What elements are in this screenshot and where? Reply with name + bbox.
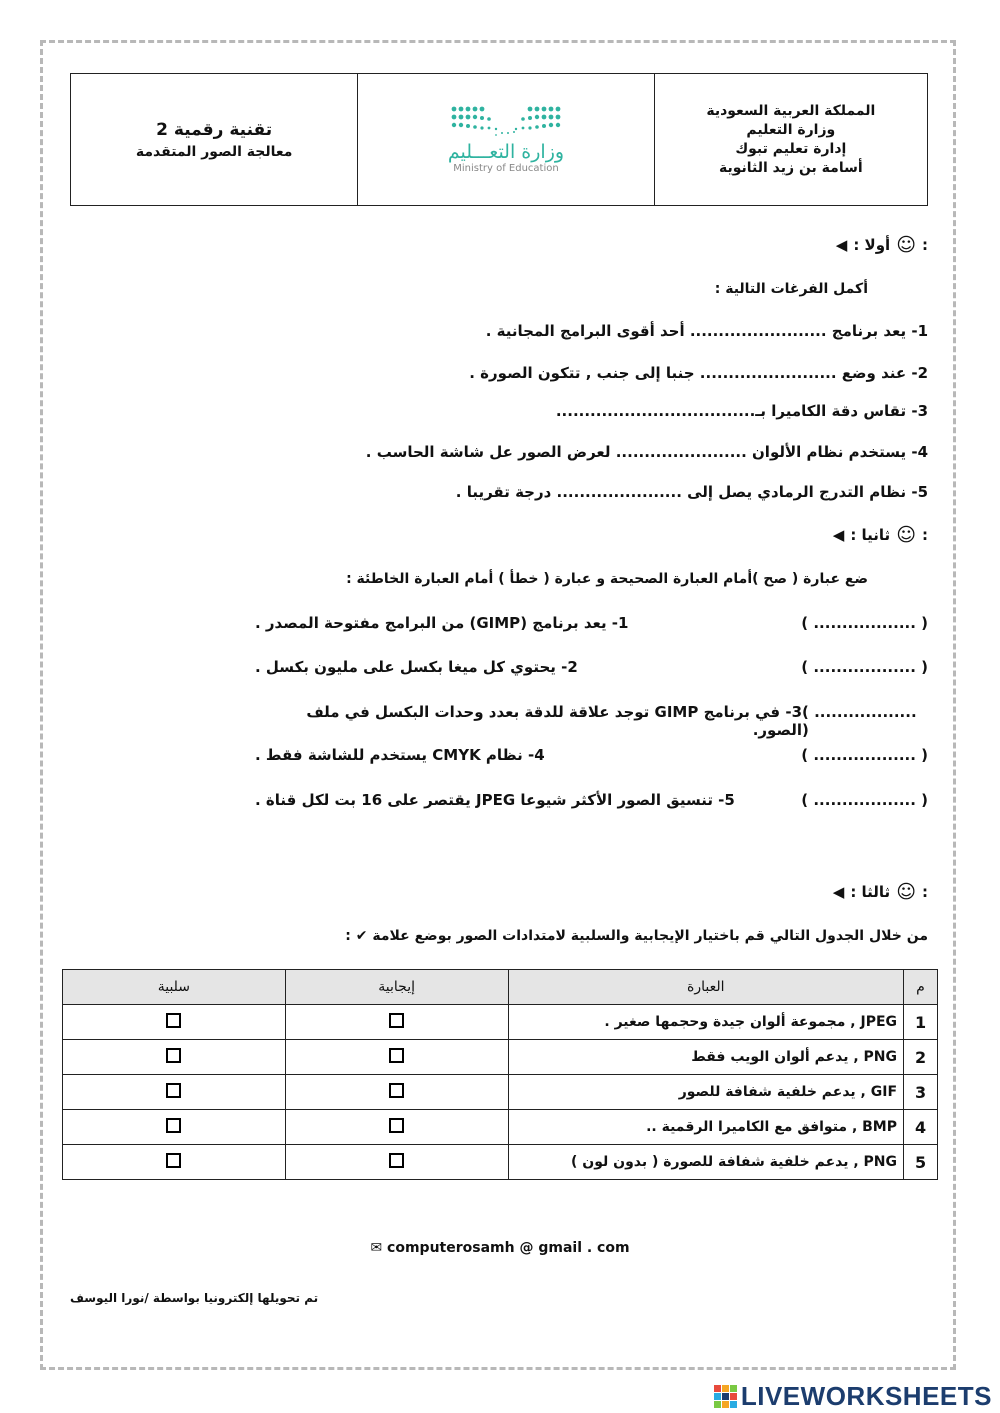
smiley-icon: ☺: [896, 881, 916, 903]
positive-cell: [285, 1005, 508, 1040]
fill-item-5: 5- نظام التدرج الرمادي يصل إلى ...................... درجة تقريبا .: [455, 483, 928, 501]
section2-title: ثانيا :: [850, 526, 891, 544]
row-statement: JPEG , مجموعة ألوان جيدة وحجمها صغير .: [508, 1005, 904, 1040]
row-statement: PNG , يدعم ألوان الويب فقط: [508, 1040, 904, 1075]
tf-answer-blank[interactable]: ( .................. ): [801, 614, 928, 632]
positive-cell: [285, 1040, 508, 1075]
row-number: 4: [904, 1110, 938, 1145]
colon-mark: :: [922, 883, 928, 901]
positive-checkbox[interactable]: [389, 1013, 404, 1028]
country-line: المملكة العربية السعودية: [706, 102, 876, 119]
extensions-table: [62, 969, 938, 1180]
negative-checkbox[interactable]: [166, 1013, 181, 1028]
tf-item-5: [255, 791, 928, 809]
row-statement: GIF , يدعم خلفية شفافة للصور: [508, 1075, 904, 1110]
tf-statement: 2- يحتوي كل ميغا بكسل على مليون بكسل .: [255, 658, 578, 676]
negative-checkbox[interactable]: [166, 1118, 181, 1133]
negative-checkbox[interactable]: [166, 1083, 181, 1098]
negative-checkbox[interactable]: [166, 1048, 181, 1063]
colon-mark: :: [922, 526, 928, 544]
col-header-negative: سلبية: [63, 970, 286, 1005]
tf-item-2: [255, 658, 928, 676]
section3-instruction: من خلال الجدول التالي قم باختيار الإيجابية والسلبية لامتدادات الصور بوضع علامة ✔ :: [345, 928, 928, 944]
section1-title: أولا :: [853, 236, 891, 254]
table-row: [63, 1075, 938, 1110]
section2-heading: [833, 524, 928, 546]
liveworksheets-brand: [714, 1381, 992, 1412]
logo-english-text: Ministry of Education: [453, 163, 559, 174]
tf-answer-blank[interactable]: ( .................. ): [801, 658, 928, 676]
tf-item-3: [255, 703, 928, 739]
liveworksheets-wordmark: LIVEWORKSHEETS: [740, 1381, 992, 1411]
ministry-logo: [448, 105, 564, 174]
negative-cell: [63, 1110, 286, 1145]
smiley-icon: ☺: [896, 524, 916, 546]
positive-cell: [285, 1075, 508, 1110]
negative-cell: [63, 1075, 286, 1110]
negative-cell: [63, 1040, 286, 1075]
section3-title: ثالثا :: [850, 883, 891, 901]
ministry-line: وزارة التعليم: [746, 121, 836, 138]
row-number: 2: [904, 1040, 938, 1075]
col-header-number: م: [904, 970, 938, 1005]
positive-checkbox[interactable]: [389, 1118, 404, 1133]
positive-cell: [285, 1110, 508, 1145]
school-line: أسامة بن زيد الثانوية: [718, 159, 863, 176]
subject-cell: [71, 74, 357, 205]
tf-answer-blank[interactable]: ( .................. ): [801, 746, 928, 764]
row-statement: PNG , يدعم خلفية شفافة للصورة ( بدون لون ): [508, 1145, 904, 1180]
institution-cell: [654, 74, 927, 205]
converted-by-note: تم تحويلها إلكترونيا بواسطة /نورا اليوسف: [70, 1291, 319, 1305]
fill-item-3: 3- تقاس دقة الكاميرا بـ...................................: [555, 402, 928, 420]
tf-statement: 3- في برنامج GIMP توجد علاقة للدقة بعدد وحدات البكسل في ملف الصور.: [306, 703, 802, 739]
tf-statement: 5- تنسيق الصور الأكثر شيوعا JPEG يقتصر على 16 بت لكل قناة .: [255, 791, 735, 809]
fill-item-1: 1- يعد برنامج ........................ أحد أقوى البرامج المجانية .: [485, 322, 928, 340]
smiley-icon: ☺: [896, 234, 916, 256]
subject-title: تقنية رقمية 2: [156, 119, 273, 140]
directorate-line: إدارة تعليم تبوك: [735, 140, 847, 157]
col-header-statement: العبارة: [508, 970, 904, 1005]
worksheet-header: [70, 73, 928, 206]
tf-item-1: [255, 614, 928, 632]
negative-cell: [63, 1145, 286, 1180]
tf-item-4: [255, 746, 928, 764]
fill-item-4: 4- يستخدم نظام الألوان ....................... لعرض الصور عل شاشة الحاسب .: [365, 443, 928, 461]
row-statement: BMP , متوافق مع الكاميرا الرقمية ..: [508, 1110, 904, 1145]
row-number: 1: [904, 1005, 938, 1040]
positive-checkbox[interactable]: [389, 1048, 404, 1063]
fill-item-2: 2- عند وضع ........................ جنبا إلى جنب , تتكون الصورة .: [469, 364, 928, 382]
liveworksheets-logo-icon: [714, 1385, 737, 1408]
tf-statement: 1- يعد برنامج (GIMP) من البرامج مفتوحة المصدر .: [255, 614, 629, 632]
subject-subtitle: معالجة الصور المتقدمة: [135, 143, 293, 160]
email-text: computerosamh @ gmail . com: [387, 1240, 630, 1256]
triangle-bullet-icon: ◀: [832, 526, 845, 544]
section1-instruction: أكمل الفرغات التالية :: [714, 281, 868, 297]
table-row: [63, 1110, 938, 1145]
positive-cell: [285, 1145, 508, 1180]
positive-checkbox[interactable]: [389, 1153, 404, 1168]
colon-mark: :: [922, 236, 928, 254]
negative-checkbox[interactable]: [166, 1153, 181, 1168]
tf-answer-blank[interactable]: ( .................. ): [801, 791, 928, 809]
ministry-logo-cell: [357, 74, 653, 205]
tf-statement: 4- نظام CMYK يستخدم للشاشة فقط .: [255, 746, 545, 764]
positive-checkbox[interactable]: [389, 1083, 404, 1098]
section3-heading: [833, 881, 928, 903]
contact-email: [0, 1240, 1000, 1256]
row-number: 5: [904, 1145, 938, 1180]
row-number: 3: [904, 1075, 938, 1110]
ministry-logo-icon: [450, 105, 562, 139]
tf-answer-blank[interactable]: ( .................. ): [802, 703, 917, 739]
table-row: [63, 1005, 938, 1040]
table-header-row: [63, 970, 938, 1005]
col-header-positive: إيجابية: [285, 970, 508, 1005]
envelope-icon: ✉: [370, 1240, 383, 1256]
table-row: [63, 1145, 938, 1180]
triangle-bullet-icon: ◀: [835, 236, 848, 254]
section2-instruction: ضع عبارة ( صح )أمام العبارة الصحيحة و عبارة ( خطأ ) أمام العبارة الخاطئة :: [346, 571, 868, 587]
triangle-bullet-icon: ◀: [832, 883, 845, 901]
table-row: [63, 1040, 938, 1075]
logo-arabic-text: وزارة التعـــليم: [447, 141, 565, 163]
section1-heading: [836, 234, 928, 256]
negative-cell: [63, 1005, 286, 1040]
